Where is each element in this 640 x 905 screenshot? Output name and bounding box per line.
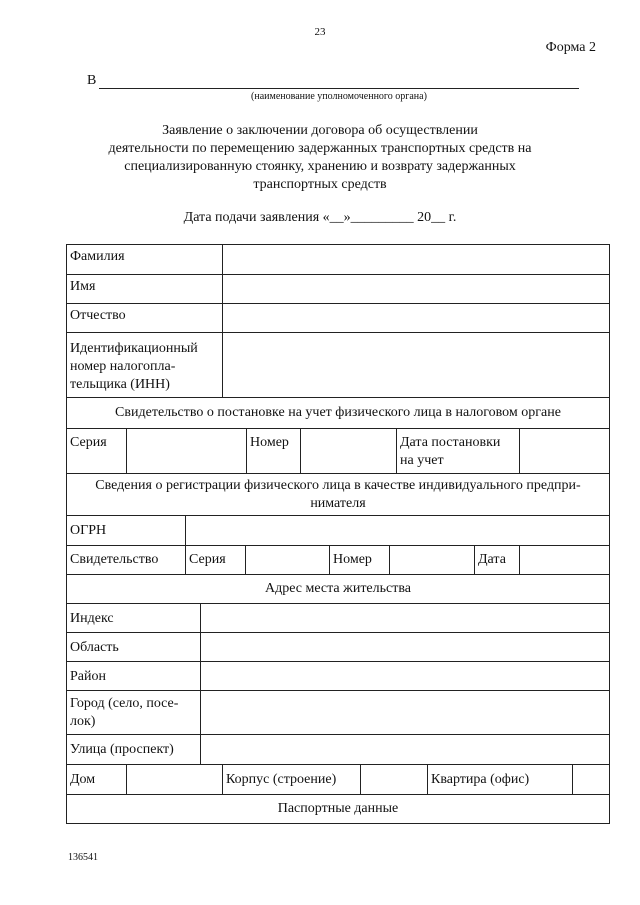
- street-field[interactable]: [200, 735, 609, 764]
- authority-name-line[interactable]: [99, 88, 579, 89]
- surname-field[interactable]: [222, 245, 609, 274]
- ogrn-label: ОГРН: [70, 523, 107, 538]
- tax-certificate-row: [67, 428, 609, 473]
- street-label: Улица (проспект): [70, 742, 174, 757]
- surname-row: [67, 245, 609, 274]
- number-label: Номер: [246, 429, 300, 473]
- tax-certificate-header-row: [67, 397, 609, 428]
- entrepreneur-certificate-row: [67, 545, 609, 574]
- title-line: специализированную стоянку, хранению и возврату задержанных: [124, 159, 516, 174]
- title-line: деятельности по перемещению задержанных транспортных средств на: [108, 141, 532, 156]
- inn-label-line: номер налогопла-: [70, 359, 176, 374]
- city-label: [67, 691, 200, 734]
- city-row: [67, 690, 609, 734]
- applicant-form-table: [66, 244, 610, 824]
- entrepreneur-header-line: Сведения о регистрации физического лица в качестве индивидуального предпри-: [95, 478, 581, 493]
- certificate-series-label: Серия: [185, 546, 245, 574]
- registration-date-label-line: на учет: [400, 453, 444, 468]
- house-label: Дом: [70, 772, 96, 787]
- entrepreneur-header: [67, 474, 609, 515]
- title-line: Заявление о заключении договора об осуществлении: [162, 123, 478, 138]
- inn-label-line: тельщика (ИНН): [70, 377, 170, 392]
- registration-date-label-line: Дата постановки: [400, 435, 501, 450]
- certificate-label: Свидетельство: [70, 552, 159, 567]
- number-field[interactable]: [300, 429, 396, 473]
- house-row: [67, 764, 609, 794]
- apartment-field[interactable]: [572, 765, 609, 794]
- district-field[interactable]: [200, 662, 609, 690]
- city-field[interactable]: [200, 691, 609, 734]
- registration-date-label: [396, 429, 519, 473]
- document-title: [80, 122, 560, 194]
- region-label: Область: [70, 640, 119, 655]
- registration-date-field[interactable]: [519, 429, 609, 473]
- passport-header-row: [67, 794, 609, 823]
- index-field[interactable]: [200, 604, 609, 632]
- certificate-number-label: Номер: [329, 546, 389, 574]
- city-label-line: лок): [70, 714, 96, 729]
- index-row: [67, 603, 609, 632]
- series-field[interactable]: [126, 429, 246, 473]
- inn-label-line: Идентификационный: [70, 341, 198, 356]
- building-label: Корпус (строение): [222, 765, 360, 794]
- patronymic-row: [67, 303, 609, 332]
- passport-header: Паспортные данные: [277, 801, 399, 816]
- inn-label: [67, 333, 222, 397]
- region-field[interactable]: [200, 633, 609, 661]
- district-row: [67, 661, 609, 690]
- apartment-label: Квартира (офис): [427, 765, 572, 794]
- submission-date-line: Дата подачи заявления «__»_________ 20__ г.: [183, 210, 457, 225]
- title-line: транспортных средств: [253, 177, 387, 192]
- region-row: [67, 632, 609, 661]
- building-field[interactable]: [360, 765, 427, 794]
- entrepreneur-header-line: нимателя: [310, 496, 366, 511]
- index-label: Индекс: [70, 611, 114, 626]
- inn-field[interactable]: [222, 333, 609, 397]
- tax-certificate-header: Свидетельство о постановке на учет физического лица в налоговом органе: [115, 405, 561, 420]
- street-row: [67, 734, 609, 764]
- address-header-row: [67, 574, 609, 603]
- surname-label: Фамилия: [70, 249, 125, 264]
- addressee-prefix: В: [87, 73, 97, 88]
- entrepreneur-header-row: [67, 473, 609, 515]
- ogrn-row: [67, 515, 609, 545]
- certificate-date-label: Дата: [474, 546, 519, 574]
- patronymic-field[interactable]: [222, 304, 609, 332]
- footer-code: 136541: [68, 852, 98, 863]
- name-field[interactable]: [222, 275, 609, 303]
- address-header: Адрес места жительства: [265, 581, 411, 596]
- certificate-date-field[interactable]: [519, 546, 609, 574]
- authority-caption: (наименование уполномоченного органа): [251, 91, 427, 102]
- page-number: 23: [314, 26, 326, 38]
- name-label: Имя: [70, 279, 96, 294]
- form-label: Форма 2: [545, 40, 596, 55]
- certificate-series-field[interactable]: [245, 546, 329, 574]
- inn-row: [67, 332, 609, 397]
- ogrn-field[interactable]: [185, 516, 609, 545]
- city-label-line: Город (село, посе-: [70, 696, 179, 711]
- house-field[interactable]: [126, 765, 222, 794]
- district-label: Район: [70, 669, 106, 684]
- patronymic-label: Отчество: [70, 308, 126, 323]
- series-label: Серия: [70, 435, 107, 450]
- name-row: [67, 274, 609, 303]
- certificate-number-field[interactable]: [389, 546, 474, 574]
